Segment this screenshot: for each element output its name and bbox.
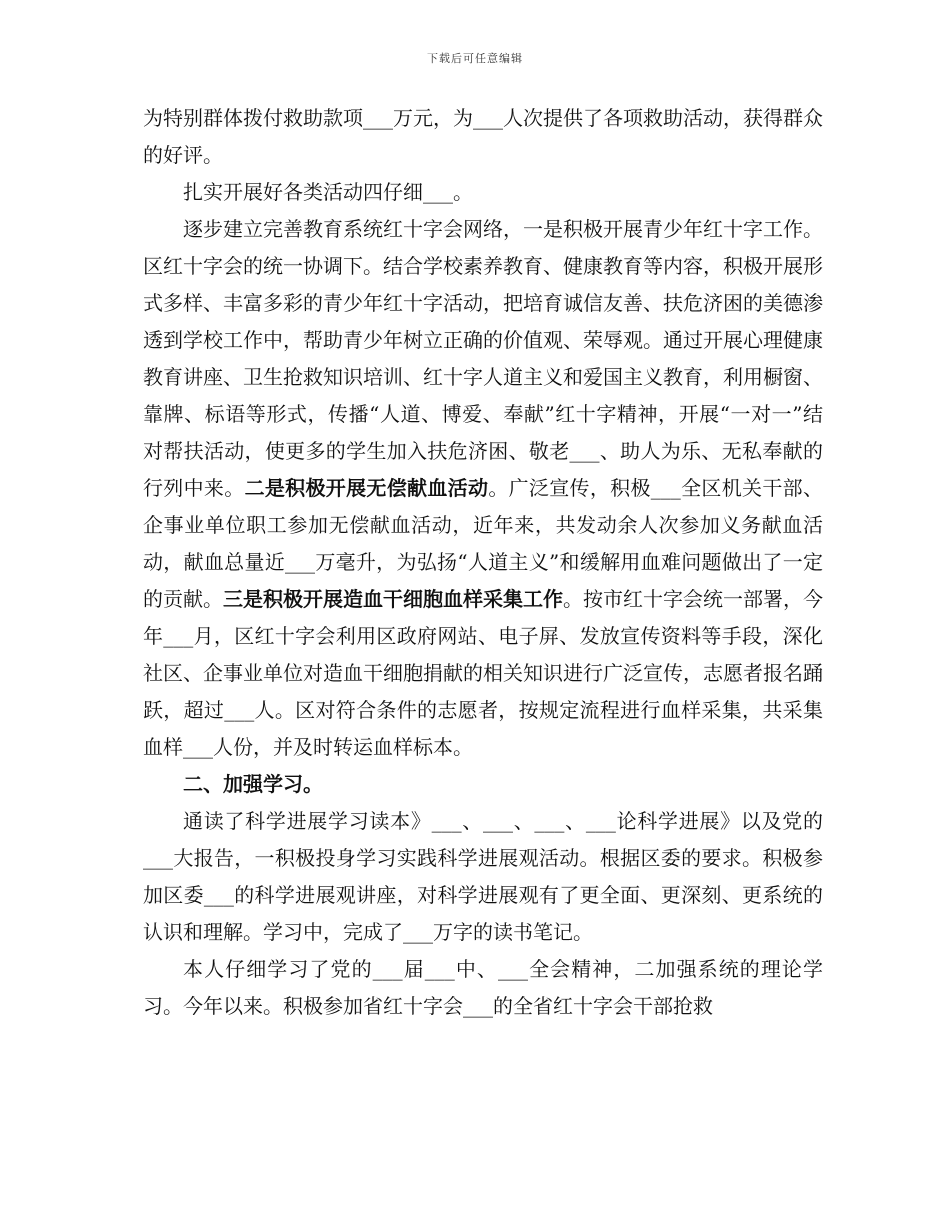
paragraph-text: 。按市红十字会统一部署，今年___月，区红十字会利用区政府网站、电子屏、发放宣传资料等手段，深化社区、企事业单位对造血干细胞捐献的相关知识进行广泛宣传，志愿者报名踊跃，超过___人。区对符合条件的志愿者，按规定流程进行血样采集，共采集血样___人份，并及时转运血样标本。 (143, 587, 823, 759)
paragraph-text: 逐步建立完善教育系统红十字会网络，一是积极开展青少年红十字工作。区红十字会的统一协调下。结合学校素养教育、健康教育等内容，积极开展形式多样、丰富多彩的青少年红十字活动，把培育诚信友善、扶危济困的美德渗透到学校工作中，帮助青少年树立正确的价值观、荣辱观。通过开展心理健康教育讲座、卫生抢救知识培训、红十字人道主义和爱国主义教育，利用橱窗、靠牌、标语等形式，传播“人道、博爱、奉献”红十字精神，开展“一对一”结对帮扶活动，使更多的学生加入扶危济困、敬老___、助人为乐、无私奉献的行列中来。 (143, 217, 823, 500)
paragraph-text: 通读了科学进展学习读本》___、___、___、___论科学进展》以及党的___大报告，一积极投身学习实践科学进展观活动。根据区委的要求。积极参加区委___的科学进展观讲座，对科学进展观有了更全面、更深刻、更系统的认识和理解。学习中，完成了___万字的读书笔记。 (143, 809, 823, 944)
paragraph-red-cross-network (143, 211, 823, 766)
document-body (143, 100, 823, 1025)
section-heading (143, 766, 823, 803)
section-heading-text: 二、加强学习。 (183, 772, 323, 796)
paragraph-study (143, 803, 823, 951)
paragraph-text: 。广泛宣传，积极___全区机关干部、企事业单位职工参加无偿献血活动，近年来，共发动余人次参加义务献血活动，献血总量近___万毫升，为弘扬“人道主义”和缓解用血难问题做出了一定的贡献。 (143, 476, 823, 611)
paragraph-text: 为特别群体拨付救助款项___万元，为___人次提供了各项救助活动，获得群众的好评。 (143, 106, 823, 167)
paragraph-text: 扎实开展好各类活动四仔细___。 (183, 180, 473, 204)
page-header: 下载后可任意编辑 (427, 52, 523, 65)
paragraph-theory (143, 951, 823, 1025)
emphasis-stem-cell: 三是积极开展造血干细胞血样采集工作 (223, 587, 563, 611)
paragraph-relief-funds (143, 100, 823, 174)
emphasis-blood-donation: 二是积极开展无偿献血活动 (244, 476, 489, 500)
paragraph-activities (143, 174, 823, 211)
paragraph-text: 本人仔细学习了党的___届___中、___全会精神，二加强系统的理论学习。今年以来。积极参加省红十字会___的全省红十字会干部抢救 (143, 957, 823, 1018)
